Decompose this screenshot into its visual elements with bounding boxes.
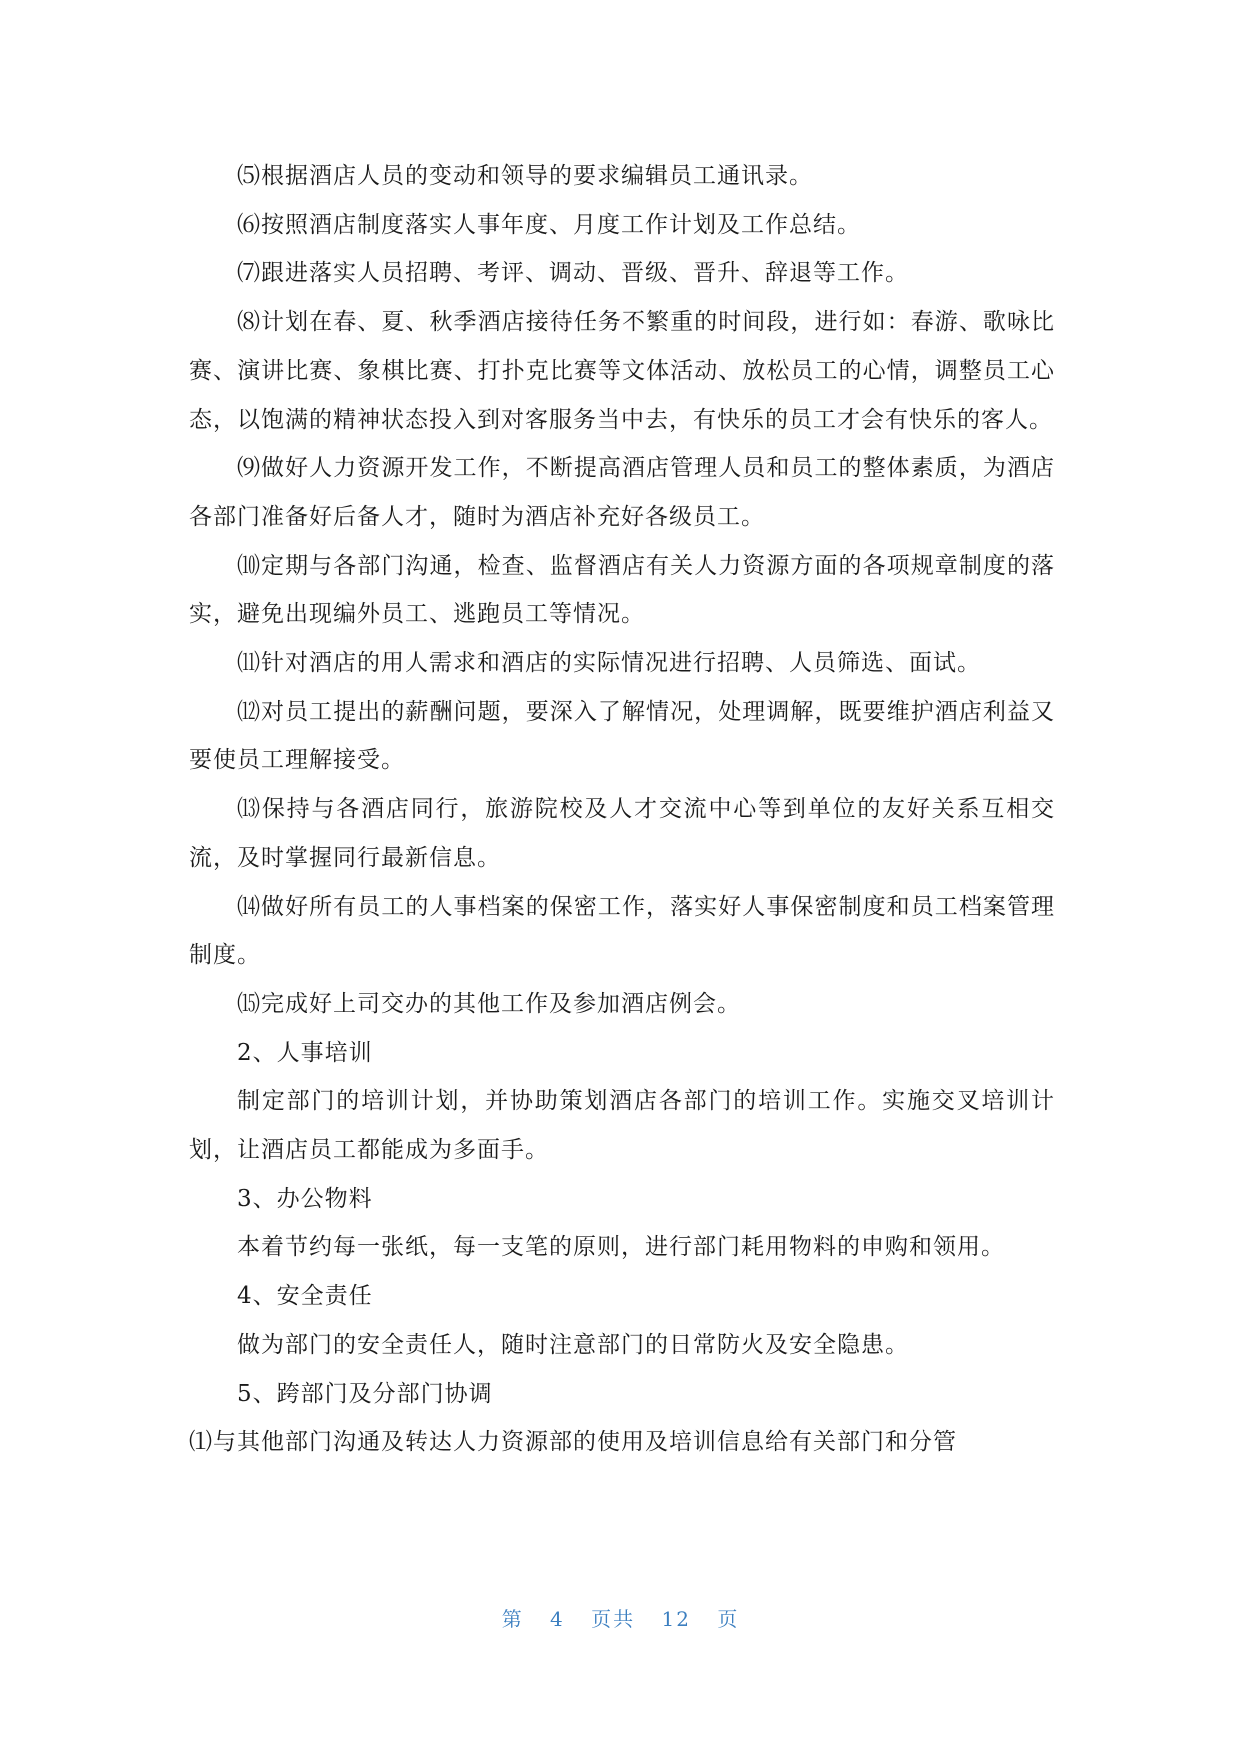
page-footer [0,1603,1241,1632]
paragraph-safety: 做为部门的安全责任人，随时注意部门的日常防火及安全隐患。 [237,1331,909,1358]
paragraph-office-supplies: 本着节约每一张纸，每一支笔的原则，进行部门耗用物料的申购和领用。 [237,1234,1005,1261]
paragraph-training: 制定部门的培训计划，并协助策划酒店各部门的培训工作。实施交叉培训计划，让酒店员工都能成为多面手。 [189,1088,1055,1164]
paragraph-item-12: ⑿对员工提出的薪酬问题，要深入了解情况，处理调解，既要维护酒店利益又要使员工理解接受。 [189,698,1055,774]
paragraph-item-6: ⑹按照酒店制度落实人事年度、月度工作计划及工作总结。 [237,211,861,238]
document-body [189,152,1055,1467]
footer-middle: 页共 [591,1607,636,1631]
paragraph-coordination-1: ⑴与其他部门沟通及转达人力资源部的使用及培训信息给有关部门和分管 [189,1429,957,1456]
section-heading-office-supplies: 3、办公物料 [237,1185,373,1212]
paragraph-item-9: ⑼做好人力资源开发工作，不断提高酒店管理人员和员工的整体素质，为酒店各部门准备好后备人才，随时为酒店补充好各级员工。 [189,455,1055,530]
paragraph-item-14: ⒁做好所有员工的人事档案的保密工作，落实好人事保密制度和员工档案管理制度。 [189,893,1055,969]
footer-suffix: 页 [717,1607,740,1631]
section-heading-coordination: 5、跨部门及分部门协调 [237,1380,493,1407]
paragraph-item-15: ⒂完成好上司交办的其他工作及参加酒店例会。 [237,990,741,1017]
footer-prefix: 第 [501,1607,524,1631]
paragraph-item-11: ⑾针对酒店的用人需求和酒店的实际情况进行招聘、人员筛选、面试。 [237,650,981,677]
paragraph-item-8: ⑻计划在春、夏、秋季酒店接待任务不繁重的时间段，进行如：春游、歌咏比赛、演讲比赛、象棋比赛、打扑克比赛等文体活动、放松员工的心情，调整员工心态，以饱满的精神状态投入到对客服务当中去，有快乐的员工才会有快乐的客人。 [189,309,1055,433]
total-page-count: 12 [661,1607,691,1631]
current-page-number: 4 [550,1607,565,1631]
paragraph-item-5: ⑸根据酒店人员的变动和领导的要求编辑员工通讯录。 [237,163,813,189]
paragraph-item-13: ⒀保持与各酒店同行，旅游院校及人才交流中心等到单位的友好关系互相交流，及时掌握同行最新信息。 [189,796,1055,871]
section-heading-training: 2、人事培训 [237,1039,373,1066]
section-heading-safety: 4、安全责任 [237,1283,373,1310]
paragraph-item-10: ⑽定期与各部门沟通，检查、监督酒店有关人力资源方面的各项规章制度的落实，避免出现编外员工、逃跑员工等情况。 [189,552,1055,628]
paragraph-item-7: ⑺跟进落实人员招聘、考评、调动、晋级、晋升、辞退等工作。 [237,260,909,287]
